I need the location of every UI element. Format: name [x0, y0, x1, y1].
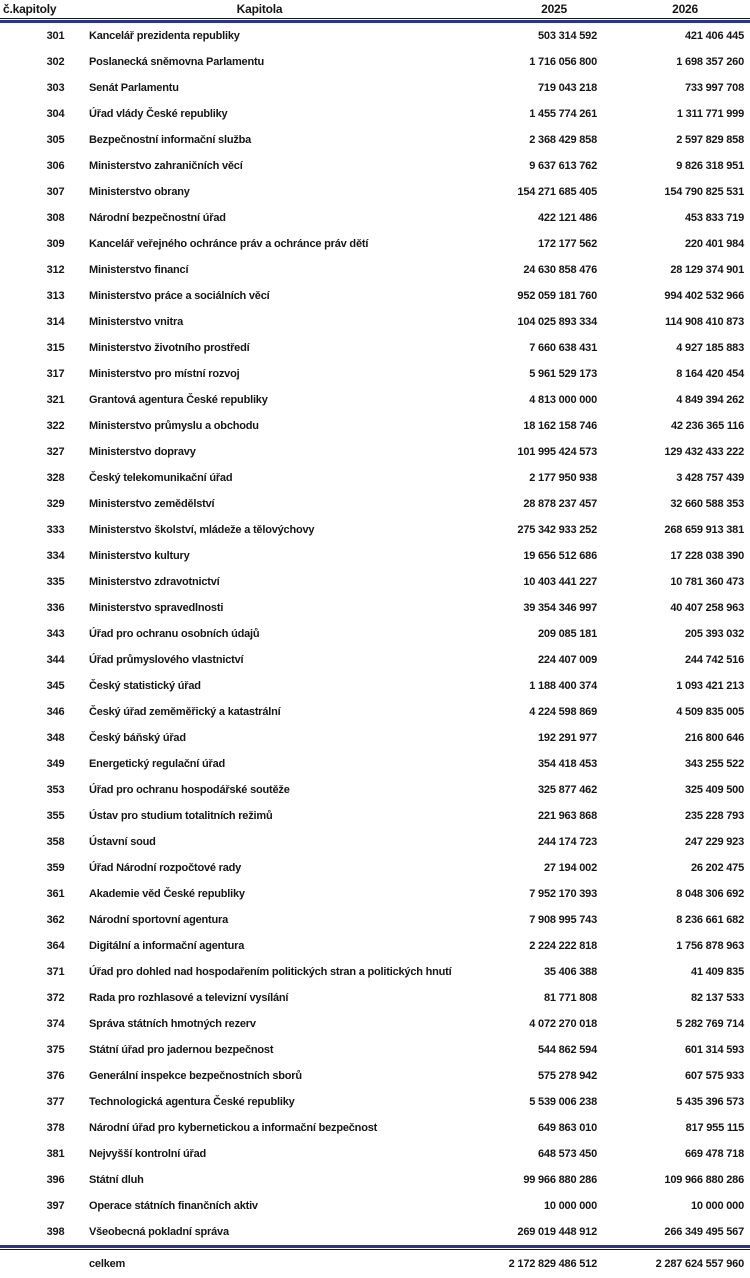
amount-2026: 4 927 185 883 — [676, 342, 744, 354]
table-row — [0, 179, 744, 205]
table-row — [0, 959, 744, 985]
table-row — [0, 1089, 744, 1115]
chapter-number: 301 — [46, 30, 65, 42]
chapter-number: 322 — [46, 420, 65, 432]
amount-2026: 26 202 475 — [690, 862, 744, 874]
table-row — [0, 283, 744, 309]
amount-2025: 2 177 950 938 — [529, 472, 597, 484]
chapter-name: Technologická agentura České republiky — [89, 1096, 295, 1108]
header-year-2026: 2026 — [672, 2, 698, 16]
chapter-number: 349 — [46, 758, 65, 770]
table-row — [0, 517, 744, 543]
amount-2025: 422 121 486 — [538, 212, 597, 224]
table-row — [0, 907, 744, 933]
amount-2025: 4 813 000 000 — [529, 394, 597, 406]
chapter-number: 375 — [46, 1044, 65, 1056]
chapter-number: 303 — [46, 82, 65, 94]
amount-2026: 607 575 933 — [685, 1070, 744, 1082]
chapter-name: Ministerstvo dopravy — [89, 446, 196, 458]
chapter-number: 328 — [46, 472, 65, 484]
chapter-number: 309 — [46, 238, 65, 250]
chapter-name: Digitální a informační agentura — [89, 940, 245, 952]
amount-2025: 7 952 170 393 — [529, 888, 597, 900]
amount-2026: 244 742 516 — [685, 654, 744, 666]
chapter-name: Ministerstvo spravedlnosti — [89, 602, 224, 614]
amount-2025: 39 354 346 997 — [523, 602, 597, 614]
table-row — [0, 699, 744, 725]
amount-2025: 221 963 868 — [538, 810, 597, 822]
amount-2025: 649 863 010 — [538, 1122, 597, 1134]
chapter-number: 327 — [46, 446, 65, 458]
table-row — [0, 231, 744, 257]
chapter-number: 397 — [46, 1200, 65, 1212]
amount-2026: 1 698 357 260 — [676, 56, 744, 68]
amount-2026: 1 756 878 963 — [676, 940, 744, 952]
chapter-name: Český statistický úřad — [89, 680, 201, 692]
amount-2026: 42 236 365 116 — [670, 420, 744, 432]
amount-2025: 7 660 638 431 — [529, 342, 597, 354]
table-row — [0, 1141, 744, 1167]
total-amount-2026: 2 287 624 557 960 — [655, 1258, 744, 1270]
amount-2025: 952 059 181 760 — [517, 290, 597, 302]
table-row — [0, 985, 744, 1011]
chapter-name: Český telekomunikační úřad — [89, 472, 233, 484]
amount-2026: 5 435 396 573 — [676, 1096, 744, 1108]
chapter-number: 308 — [46, 212, 65, 224]
amount-2025: 244 174 723 — [538, 836, 597, 848]
table-row — [0, 543, 744, 569]
chapter-name: Úřad Národní rozpočtové rady — [89, 862, 242, 874]
amount-2025: 544 862 594 — [538, 1044, 597, 1056]
chapter-number: 305 — [46, 134, 65, 146]
total-row — [0, 1250, 744, 1278]
amount-2026: 1 311 771 999 — [676, 108, 744, 120]
amount-2026: 325 409 500 — [685, 784, 744, 796]
amount-2025: 154 271 685 405 — [517, 186, 597, 198]
amount-2026: 669 478 718 — [685, 1148, 744, 1160]
chapter-name: Státní dluh — [89, 1174, 144, 1186]
amount-2026: 601 314 593 — [685, 1044, 744, 1056]
table-row — [0, 101, 744, 127]
chapter-name: Státní úřad pro jadernou bezpečnost — [89, 1044, 274, 1056]
chapter-name: Ústav pro studium totalitních režimů — [89, 810, 273, 822]
amount-2026: 9 826 318 951 — [676, 160, 744, 172]
chapter-name: Ministerstvo financí — [89, 264, 189, 276]
amount-2026: 28 129 374 901 — [670, 264, 744, 276]
amount-2025: 81 771 808 — [543, 992, 597, 1004]
amount-2026: 266 349 495 567 — [664, 1226, 744, 1238]
chapter-number: 315 — [46, 342, 65, 354]
chapter-name: Ministerstvo pro místní rozvoj — [89, 368, 240, 380]
amount-2026: 129 432 433 222 — [664, 446, 744, 458]
table-row — [0, 205, 744, 231]
amount-2025: 1 455 774 261 — [529, 108, 597, 120]
chapter-number: 312 — [46, 264, 65, 276]
amount-2025: 9 637 613 762 — [529, 160, 597, 172]
total-label: celkem — [89, 1258, 126, 1270]
table-row — [0, 127, 744, 153]
amount-2026: 82 137 533 — [690, 992, 744, 1004]
chapter-name: Ministerstvo zdravotnictví — [89, 576, 220, 588]
amount-2025: 2 224 222 818 — [529, 940, 597, 952]
chapter-number: 345 — [46, 680, 65, 692]
amount-2025: 354 418 453 — [538, 758, 597, 770]
chapter-name: Akademie věd České republiky — [89, 888, 245, 900]
chapter-number: 364 — [46, 940, 65, 952]
chapter-number: 358 — [46, 836, 65, 848]
amount-2026: 235 228 793 — [685, 810, 744, 822]
table-row — [0, 1115, 744, 1141]
chapter-number: 314 — [46, 316, 65, 328]
chapter-number: 335 — [46, 576, 65, 588]
table-header-row — [0, 0, 744, 18]
table-body — [0, 23, 744, 1245]
header-chapter-name: Kapitola — [236, 2, 283, 16]
amount-2025: 1 188 400 374 — [529, 680, 597, 692]
table-row — [0, 569, 744, 595]
amount-2026: 10 781 360 473 — [670, 576, 744, 588]
amount-2025: 104 025 893 334 — [517, 316, 597, 328]
amount-2026: 4 509 835 005 — [676, 706, 744, 718]
table-row — [0, 1193, 744, 1219]
table-row — [0, 855, 744, 881]
chapter-name: Kancelář veřejného ochránce práv a ochránce práv dětí — [89, 238, 369, 250]
table-row — [0, 361, 744, 387]
table-row — [0, 153, 744, 179]
chapter-name: Národní sportovní agentura — [89, 914, 229, 926]
table-row — [0, 647, 744, 673]
table-row — [0, 49, 744, 75]
amount-2026: 3 428 757 439 — [676, 472, 744, 484]
chapter-name: Národní bezpečnostní úřad — [89, 212, 226, 224]
chapter-number: 372 — [46, 992, 65, 1004]
chapter-number: 359 — [46, 862, 65, 874]
chapter-name: Ministerstvo zemědělství — [89, 498, 215, 510]
chapter-name: Generální inspekce bezpečnostních sborů — [89, 1070, 302, 1082]
chapter-name: Český báňský úřad — [89, 732, 186, 744]
chapter-number: 353 — [46, 784, 65, 796]
amount-2026: 733 997 708 — [685, 82, 744, 94]
chapter-name: Senát Parlamentu — [89, 82, 179, 94]
amount-2025: 10 000 000 — [543, 1200, 597, 1212]
amount-2025: 99 966 880 286 — [523, 1174, 597, 1186]
amount-2026: 216 800 646 — [685, 732, 744, 744]
table-row — [0, 621, 744, 647]
amount-2026: 4 849 394 262 — [676, 394, 744, 406]
table-row — [0, 933, 744, 959]
header-year-2025: 2025 — [541, 2, 567, 16]
amount-2026: 10 000 000 — [690, 1200, 744, 1212]
table-row — [0, 413, 744, 439]
chapter-number: 317 — [46, 368, 65, 380]
chapter-number: 381 — [46, 1148, 65, 1160]
amount-2025: 192 291 977 — [538, 732, 597, 744]
chapter-number: 371 — [46, 966, 65, 978]
chapter-number: 306 — [46, 160, 65, 172]
chapter-number: 333 — [46, 524, 65, 536]
amount-2025: 224 407 009 — [538, 654, 597, 666]
amount-2026: 17 228 038 390 — [670, 550, 744, 562]
table-row — [0, 465, 744, 491]
amount-2026: 114 908 410 873 — [665, 316, 744, 328]
amount-2025: 7 908 995 743 — [529, 914, 597, 926]
chapter-number: 374 — [46, 1018, 65, 1030]
amount-2026: 421 406 445 — [685, 30, 744, 42]
amount-2025: 28 878 237 457 — [523, 498, 597, 510]
amount-2025: 172 177 562 — [538, 238, 597, 250]
amount-2026: 343 255 522 — [685, 758, 744, 770]
chapter-name: Ministerstvo životního prostředí — [89, 342, 250, 354]
amount-2026: 41 409 835 — [690, 966, 744, 978]
amount-2025: 719 043 218 — [538, 82, 597, 94]
table-row — [0, 1219, 744, 1245]
amount-2025: 35 406 388 — [543, 966, 597, 978]
table-row — [0, 491, 744, 517]
chapter-name: Ministerstvo práce a sociálních věcí — [89, 290, 270, 302]
amount-2026: 32 660 588 353 — [670, 498, 744, 510]
table-row — [0, 387, 744, 413]
chapter-name: Ústavní soud — [89, 836, 156, 848]
amount-2025: 27 194 002 — [543, 862, 597, 874]
chapter-number: 346 — [46, 706, 65, 718]
chapter-number: 362 — [46, 914, 65, 926]
chapter-name: Kancelář prezidenta republiky — [89, 30, 240, 42]
table-row — [0, 829, 744, 855]
chapter-number: 396 — [46, 1174, 65, 1186]
amount-2025: 10 403 441 227 — [523, 576, 597, 588]
amount-2025: 2 368 429 858 — [529, 134, 597, 146]
amount-2025: 269 019 448 912 — [517, 1226, 597, 1238]
amount-2026: 5 282 769 714 — [676, 1018, 744, 1030]
table-row — [0, 439, 744, 465]
chapter-number: 329 — [46, 498, 65, 510]
chapter-name: Úřad průmyslového vlastnictví — [89, 654, 244, 666]
amount-2026: 8 236 661 682 — [676, 914, 744, 926]
table-row — [0, 595, 744, 621]
amount-2025: 5 539 006 238 — [529, 1096, 597, 1108]
chapter-number: 321 — [46, 394, 65, 406]
amount-2026: 817 955 115 — [685, 1122, 744, 1134]
table-row — [0, 1063, 744, 1089]
chapter-number: 336 — [46, 602, 65, 614]
amount-2025: 5 961 529 173 — [529, 368, 597, 380]
chapter-name: Ministerstvo průmyslu a obchodu — [89, 420, 259, 432]
chapter-number: 348 — [46, 732, 65, 744]
chapter-name: Ministerstvo vnitra — [89, 316, 184, 328]
chapter-number: 377 — [46, 1096, 65, 1108]
amount-2025: 101 995 424 573 — [517, 446, 597, 458]
table-row — [0, 309, 744, 335]
chapter-number: 304 — [46, 108, 65, 120]
total-amount-2025: 2 172 829 486 512 — [508, 1258, 597, 1270]
amount-2025: 275 342 933 252 — [517, 524, 597, 536]
amount-2026: 2 597 829 858 — [676, 134, 744, 146]
amount-2026: 247 229 923 — [685, 836, 744, 848]
chapter-number: 361 — [46, 888, 65, 900]
chapter-number: 355 — [46, 810, 65, 822]
amount-2026: 453 833 719 — [685, 212, 744, 224]
chapter-number: 398 — [46, 1226, 65, 1238]
table-row — [0, 777, 744, 803]
amount-2026: 268 659 913 381 — [664, 524, 744, 536]
chapter-name: Úřad pro dohled nad hospodařením politických stran a politických hnutí — [89, 966, 452, 978]
chapter-name: Grantová agentura České republiky — [89, 394, 268, 406]
amount-2025: 4 224 598 869 — [529, 706, 597, 718]
chapter-number: 334 — [46, 550, 65, 562]
amount-2026: 994 402 532 966 — [664, 290, 744, 302]
chapter-name: Úřad pro ochranu osobních údajů — [89, 628, 260, 640]
table-row — [0, 335, 744, 361]
chapter-name: Ministerstvo obrany — [89, 186, 190, 198]
chapter-number: 307 — [46, 186, 65, 198]
chapter-name: Rada pro rozhlasové a televizní vysílání — [89, 992, 289, 1004]
amount-2025: 1 716 056 800 — [529, 56, 597, 68]
table-row — [0, 803, 744, 829]
amount-2025: 503 314 592 — [538, 30, 597, 42]
chapter-number: 376 — [46, 1070, 65, 1082]
chapter-number: 344 — [46, 654, 65, 666]
table-row — [0, 23, 744, 49]
chapter-number: 343 — [46, 628, 65, 640]
chapter-name: Úřad pro ochranu hospodářské soutěže — [89, 784, 290, 796]
chapter-name: Český úřad zeměměřický a katastrální — [89, 706, 281, 718]
table-row — [0, 673, 744, 699]
table-row — [0, 881, 744, 907]
amount-2025: 18 162 158 746 — [523, 420, 597, 432]
amount-2025: 648 573 450 — [538, 1148, 597, 1160]
amount-2026: 154 790 825 531 — [664, 186, 744, 198]
amount-2025: 209 085 181 — [538, 628, 597, 640]
chapter-number: 302 — [46, 56, 65, 68]
amount-2026: 40 407 258 963 — [670, 602, 744, 614]
amount-2025: 4 072 270 018 — [529, 1018, 597, 1030]
chapter-name: Všeobecná pokladní správa — [89, 1226, 229, 1238]
chapter-number: 378 — [46, 1122, 65, 1134]
table-row — [0, 1167, 744, 1193]
table-row — [0, 751, 744, 777]
table-row — [0, 75, 744, 101]
chapter-name: Ministerstvo zahraničních věcí — [89, 160, 243, 172]
table-row — [0, 257, 744, 283]
chapter-name: Bezpečnostní informační služba — [89, 134, 252, 146]
chapter-name: Ministerstvo školství, mládeže a tělovýchovy — [89, 524, 315, 536]
amount-2025: 325 877 462 — [538, 784, 597, 796]
amount-2025: 24 630 858 476 — [523, 264, 597, 276]
chapter-name: Operace státních finančních aktiv — [89, 1200, 258, 1212]
chapter-number: 313 — [46, 290, 65, 302]
amount-2025: 575 278 942 — [538, 1070, 597, 1082]
header-chapter-number: č.kapitoly — [3, 2, 57, 16]
chapter-name: Nejvyšší kontrolní úřad — [89, 1148, 207, 1160]
amount-2025: 19 656 512 686 — [523, 550, 597, 562]
amount-2026: 8 048 306 692 — [676, 888, 744, 900]
amount-2026: 1 093 421 213 — [676, 680, 744, 692]
chapter-name: Úřad vlády České republiky — [89, 108, 228, 120]
amount-2026: 220 401 984 — [685, 238, 744, 250]
chapter-name: Poslanecká sněmovna Parlamentu — [89, 56, 264, 68]
chapter-name: Správa státních hmotných rezerv — [89, 1018, 256, 1030]
amount-2026: 8 164 420 454 — [676, 368, 744, 380]
table-row — [0, 1037, 744, 1063]
amount-2026: 205 393 032 — [685, 628, 744, 640]
chapter-name: Národní úřad pro kybernetickou a informační bezpečnost — [89, 1122, 378, 1134]
table-row — [0, 725, 744, 751]
table-row — [0, 1011, 744, 1037]
amount-2026: 109 966 880 286 — [664, 1174, 744, 1186]
chapter-name: Energetický regulační úřad — [89, 758, 226, 770]
chapter-name: Ministerstvo kultury — [89, 550, 190, 562]
